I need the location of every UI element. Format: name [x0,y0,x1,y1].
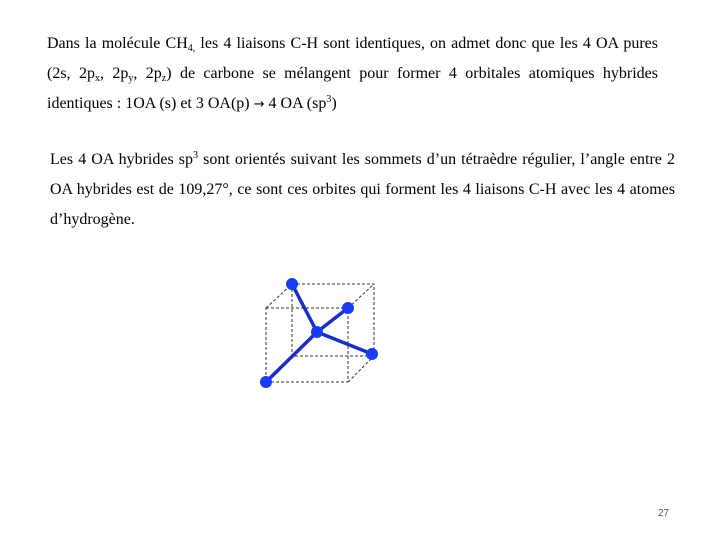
text-segment: ) de carbone se mélangent pour former 4 orbitales atomiques hybrides identiques : 1OA (s) et 3 OA(p) [47,65,659,112]
carbon-atom [311,326,323,338]
subscript: z [161,73,167,84]
hydrogen-atom [260,376,272,388]
page-number: 27 [658,508,670,519]
text-segment: , 2p [133,65,162,82]
hydrogen-atom [342,302,354,314]
hydrogen-atom [286,278,298,290]
hydrogen-atom [366,348,378,360]
subscript: 4, [187,43,196,54]
superscript: 3 [326,94,332,105]
superscript: 3 [193,150,199,161]
subscript: y [128,73,134,84]
paragraph-tetrahedron [50,145,675,235]
text-segment: Les 4 OA hybrides sp [50,151,194,168]
subscript: x [94,73,100,84]
paragraph-hybridization-intro [47,29,658,120]
cube-edge [348,356,374,382]
text-segment: , 2p [99,65,129,82]
text-segment: 4 OA (sp [264,95,327,112]
text-segment: Dans la molécule CH [47,35,188,52]
tetrahedral-methane-diagram [255,270,385,395]
bond [317,332,372,354]
right-arrow-icon: → [253,97,265,112]
text-segment: sont orientés suivant les sommets d’un tétraèdre régulier, l’angle entre 2 OA hybrides est de 109,27°, ce sont ces orbites qui forment les 4 liaisons C-H avec les 4 atomes d’hydrogène. [50,151,675,228]
text-segment: ) [331,95,337,112]
text-segment: les 4 liaisons C-H sont identiques, on admet donc que les 4 OA pures (2s, 2p [47,35,659,82]
